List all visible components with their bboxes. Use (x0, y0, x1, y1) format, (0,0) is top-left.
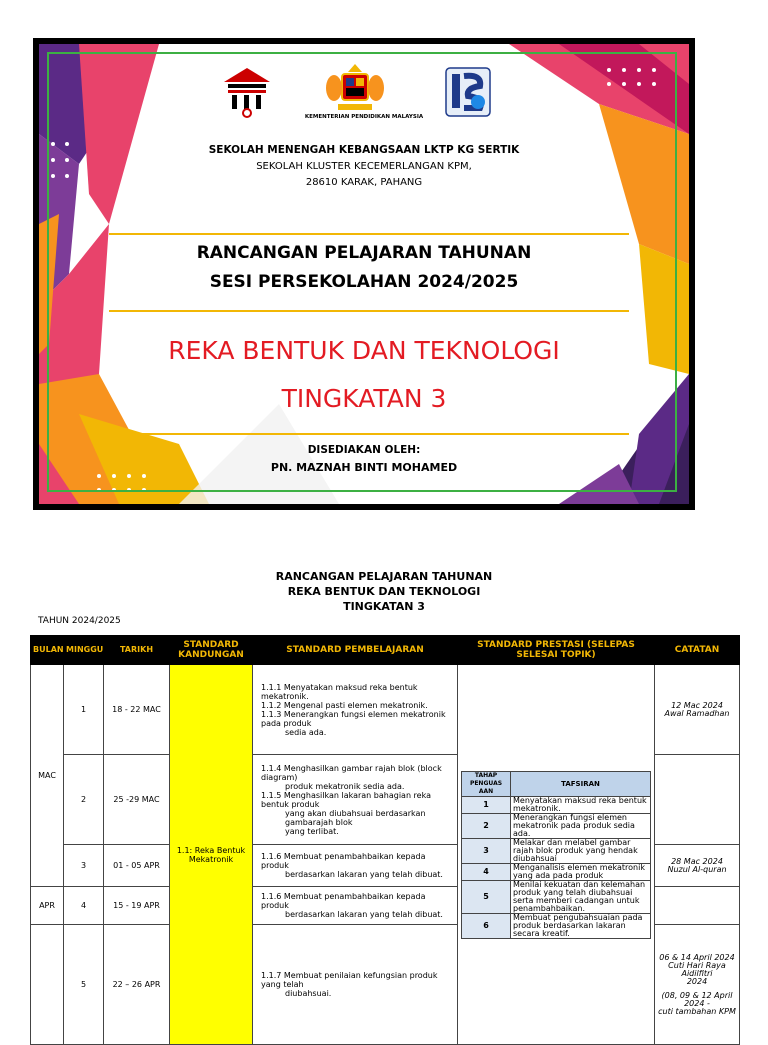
date-cell: 18 - 22 MAC (104, 665, 170, 755)
ministry-name: KEMENTERIAN PENDIDIKAN MALAYSIA (304, 114, 424, 120)
catatan-line: 06 & 14 April 2024 (659, 952, 735, 962)
school-crest-logo (222, 66, 272, 118)
catatan-cell (655, 925, 740, 1045)
cover-page (33, 38, 695, 510)
tafsiran-value: Membuat pengubahsuaian pada produk berdasarkan lakaran secara kreatif. (511, 913, 651, 938)
date-cell: 22 – 26 APR (104, 925, 170, 1045)
school-name: SEKOLAH MENENGAH KEBANGSAAN LKTP KG SERTIK (208, 144, 520, 156)
header-standard-kandungan: STANDARD KANDUNGAN (170, 636, 253, 665)
tahap-value: 2 (462, 813, 511, 838)
date-cell: 25 -29 MAC (104, 755, 170, 845)
tahap-header: TAHAP PENGUAS AAN (462, 771, 511, 796)
prestasi-row (462, 838, 651, 863)
week-cell: 4 (64, 887, 104, 925)
month-cell: APR (31, 887, 64, 925)
prestasi-row (462, 913, 651, 938)
sp-line: 1.1.2 Mengenal pasti elemen mekatronik. (261, 700, 428, 710)
prestasi-table (461, 771, 651, 939)
school-address: 28610 KARAK, PAHANG (305, 177, 423, 188)
sp-line: berdasarkan lakaran yang telah dibuat. (285, 910, 443, 919)
divider-line (109, 310, 629, 312)
sp-line: yang terlibat. (285, 826, 339, 836)
tahap-value: 5 (462, 880, 511, 913)
prestasi-row (462, 863, 651, 880)
month-cell-empty (31, 925, 64, 1045)
catatan-line: 2024 (686, 976, 708, 986)
standard-pembelajaran-cell (253, 887, 458, 925)
catatan-line: Cuti Hari Raya Aidilfitri (668, 960, 726, 978)
sp-line: 1.1.5 Menghasilkan lakaran bahagian reka bentuk produk (261, 790, 431, 809)
doc-form: TINGKATAN 3 (343, 600, 425, 613)
lesson-plan-table (30, 635, 740, 1045)
tafsiran-value: Menganalisis elemen mekatronik yang ada pada produk (511, 863, 651, 880)
date-cell: 01 - 05 APR (104, 845, 170, 887)
kluster-logo (444, 66, 492, 118)
tafsiran-header: TAFSIRAN (511, 771, 651, 796)
header-standard-prestasi: STANDARD PRESTASI (SELEPAS SELESAI TOPIK) (458, 636, 655, 665)
sp-line: diubahsuai. (285, 989, 332, 998)
prestasi-row (462, 880, 651, 913)
tafsiran-value: Menilai kekuatan dan kelemahan produk yang telah diubahsuai serta memberi cadangan untuk penambahbaikan. (511, 880, 651, 913)
doc-title: RANCANGAN PELAJARAN TAHUNAN (275, 570, 493, 583)
header-standard-pembelajaran: STANDARD PEMBELAJARAN (253, 636, 458, 665)
year-label: TAHUN 2024/2025 (38, 616, 121, 626)
catatan-cell (655, 665, 740, 755)
table-row (31, 665, 740, 755)
table-header-row (31, 636, 740, 665)
school-cluster: SEKOLAH KLUSTER KECEMERLANGAN KPM, (256, 161, 472, 172)
doc-subject: REKA BENTUK DAN TEKNOLOGI (287, 585, 481, 598)
catatan-line: Awal Ramadhan (664, 708, 730, 718)
catatan-cell (655, 887, 740, 925)
catatan-line: 12 Mac 2024 (671, 700, 723, 710)
catatan-line: 28 Mac 2024 (671, 856, 723, 866)
week-cell: 1 (64, 665, 104, 755)
tafsiran-value: Menyatakan maksud reka bentuk mekatronik. (511, 796, 651, 813)
sp-line: berdasarkan lakaran yang telah dibuat. (285, 870, 443, 879)
week-cell: 2 (64, 755, 104, 845)
sp-line: 1.1.6 Membuat penambahbaikan kepada produk (261, 852, 426, 870)
sp-line: yang akan diubahsuai berdasarkan gambarajah blok (285, 808, 426, 827)
sp-line: 1.1.3 Menerangkan fungsi elemen mekatronik pada produk (261, 709, 446, 728)
prestasi-row (462, 813, 651, 838)
prepared-by-label: DISEDIAKAN OLEH: (307, 444, 421, 456)
standard-kandungan-cell: 1.1: Reka Bentuk Mekatronik (170, 665, 253, 1045)
standard-pembelajaran-cell (253, 665, 458, 755)
tafsiran-value: Menerangkan fungsi elemen mekatronik pada produk sedia ada. (511, 813, 651, 838)
tahap-value: 4 (462, 863, 511, 880)
header-minggu: MINGGU (64, 636, 104, 665)
tahap-value: 1 (462, 796, 511, 813)
cover-inner (39, 44, 689, 504)
plan-title: RANCANGAN PELAJARAN TAHUNAN (196, 243, 532, 263)
catatan-line: cuti tambahan KPM (658, 1006, 736, 1016)
standard-prestasi-cell (458, 665, 655, 1045)
catatan-cell (655, 755, 740, 845)
subject-title: REKA BENTUK DAN TEKNOLOGI (168, 336, 560, 365)
divider-line (109, 233, 629, 235)
week-cell: 5 (64, 925, 104, 1045)
week-cell: 3 (64, 845, 104, 887)
form-title: TINGKATAN 3 (281, 384, 447, 413)
tahap-value: 6 (462, 913, 511, 938)
standard-pembelajaran-cell (253, 925, 458, 1045)
prestasi-row (462, 796, 651, 813)
malaysia-coat-of-arms-logo (324, 62, 386, 114)
teacher-name: PN. MAZNAH BINTI MOHAMED (270, 461, 458, 474)
sp-line: 1.1.6 Membuat penambahbaikan kepada produk (261, 892, 426, 910)
header-catatan: CATATAN (655, 636, 740, 665)
catatan-line: Nuzul Al-quran (667, 864, 727, 874)
tafsiran-value: Melakar dan melabel gambar rajah blok produk yang hendak diubahsuai (511, 838, 651, 863)
tahap-value: 3 (462, 838, 511, 863)
sp-line: produk mekatronik sedia ada. (285, 781, 405, 791)
header-bulan: BULAN (31, 636, 64, 665)
sp-line: 1.1.1 Menyatakan maksud reka bentuk mekatronik. (261, 682, 418, 701)
header-tarikh: TARIKH (104, 636, 170, 665)
catatan-cell (655, 845, 740, 887)
standard-pembelajaran-cell (253, 755, 458, 845)
sp-line: 1.1.7 Membuat penilaian kefungsian produk yang telah (261, 971, 438, 989)
sp-line: 1.1.4 Menghasilkan gambar rajah blok (block diagram) (261, 763, 442, 782)
sp-line: sedia ada. (285, 727, 327, 737)
standard-pembelajaran-cell (253, 845, 458, 887)
catatan-line: (08, 09 & 12 April 2024 - (661, 990, 733, 1008)
session-title: SESI PERSEKOLAHAN 2024/2025 (209, 272, 519, 292)
divider-line (109, 433, 629, 435)
month-cell: MAC (31, 665, 64, 887)
date-cell: 15 - 19 APR (104, 887, 170, 925)
